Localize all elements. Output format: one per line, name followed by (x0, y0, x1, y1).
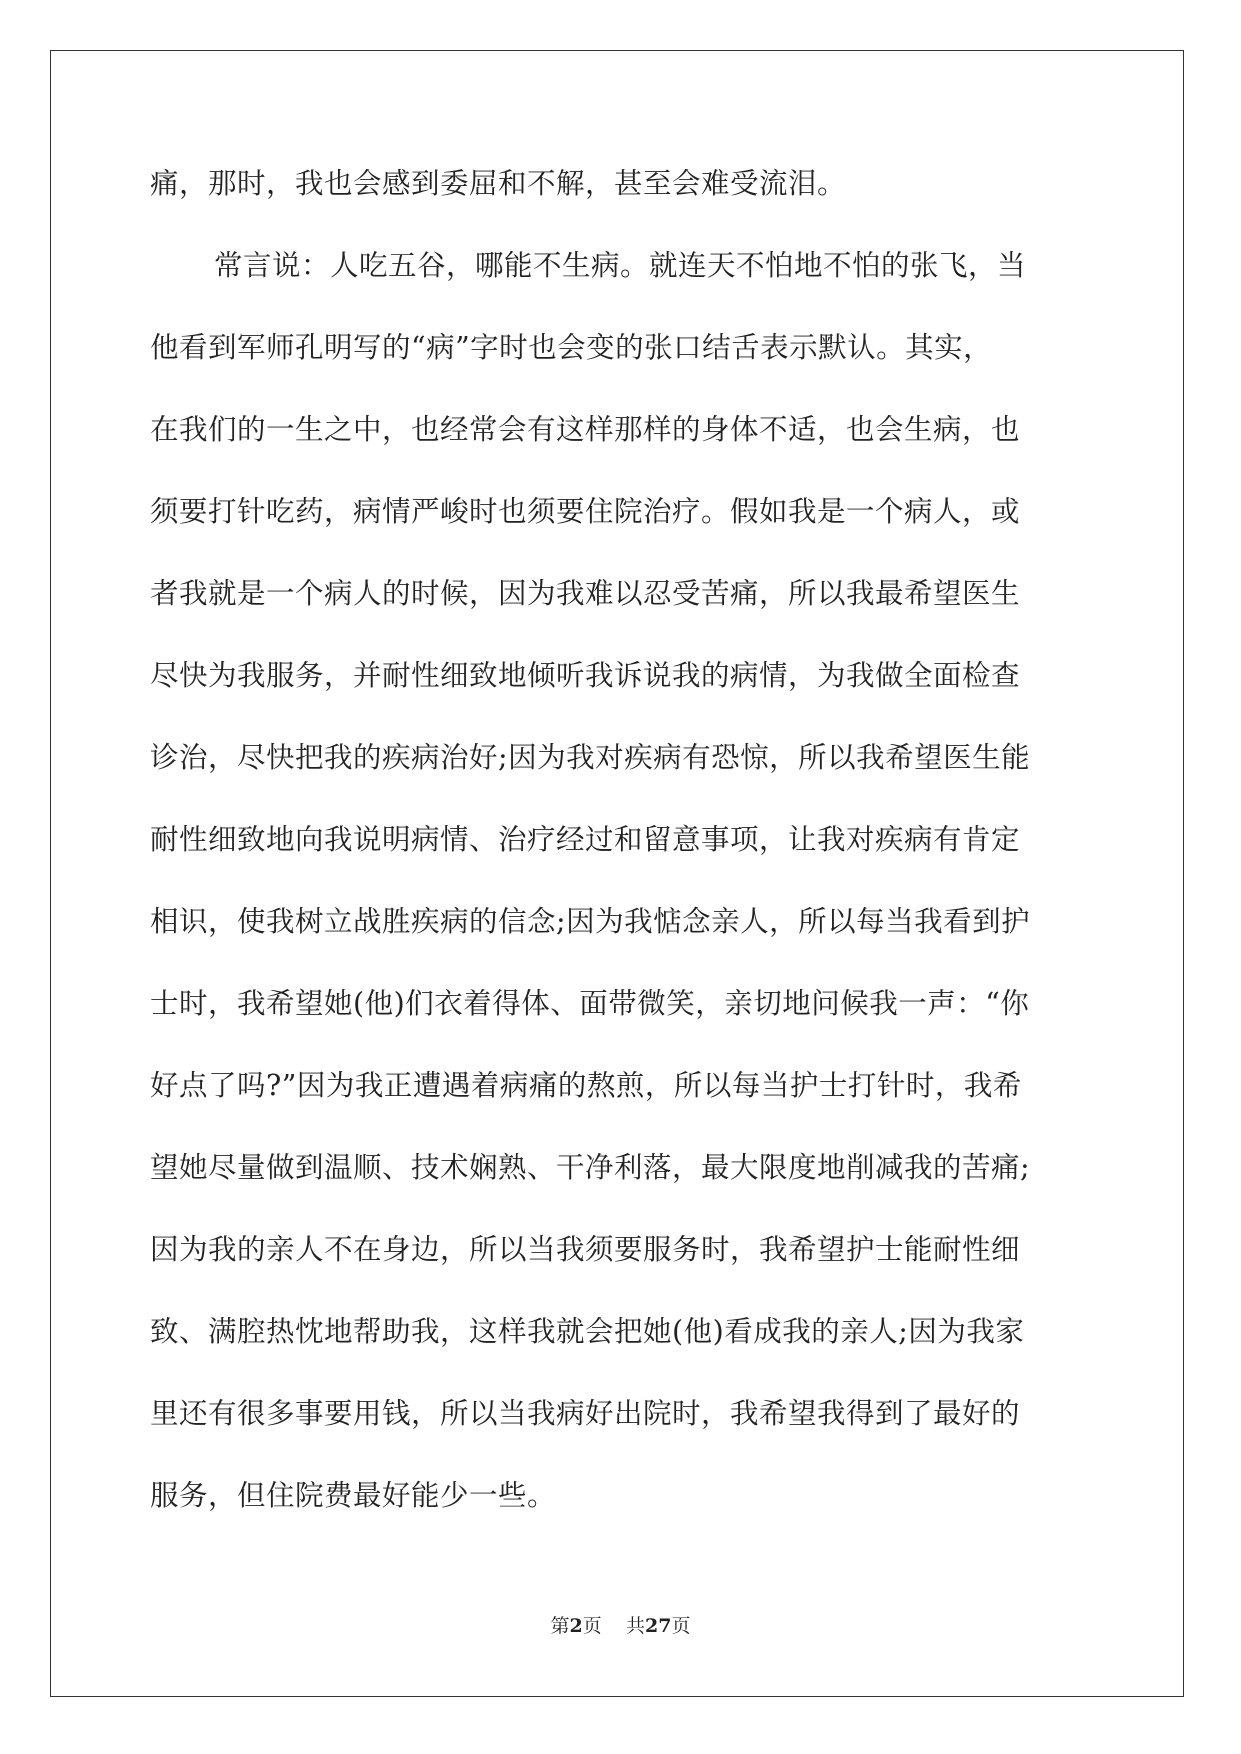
text-line: 服务，但住院费最好能少一些。 (150, 1479, 557, 1512)
text-line: 诊治，尽快把我的疾病治好;因为我对疾病有恐惊，所以我希望医生能 (150, 741, 1031, 774)
total-prefix: 共 (625, 1615, 645, 1637)
text-line: 耐性细致地向我说明病情、治疗经过和留意事项，让我对疾病有肯定 (150, 823, 1021, 856)
page-number: 2 (569, 1615, 583, 1637)
text-line: 他看到军师孔明写的“病”字时也会变的张口结舌表示默认。其实， (150, 331, 993, 364)
text-line: 士时，我希望她(他)们衣着得体、面带微笑，亲切地问候我一声：“你 (150, 987, 1030, 1020)
text-line: 须要打针吃药，病情严峻时也须要住院治疗。假如我是一个病人，或 (150, 495, 1021, 528)
text-line: 常言说：人吃五谷，哪能不生病。就连天不怕地不怕的张飞，当 (214, 249, 1027, 282)
text-line: 好点了吗?”因为我正遭遇着病痛的熬煎，所以每当护士打针时，我希 (150, 1069, 1022, 1102)
body-text (150, 158, 1110, 1552)
text-line: 在我们的一生之中，也经常会有这样那样的身体不适，也会生病，也 (150, 413, 1021, 446)
text-line: 尽快为我服务，并耐性细致地倾听我诉说我的病情，为我做全面检查 (150, 659, 1021, 692)
text-line: 望她尽量做到温顺、技术娴熟、干净利落，最大限度地削减我的苦痛; (150, 1151, 1031, 1184)
text-line: 者我就是一个病人的时候，因为我难以忍受苦痛，所以我最希望医生 (150, 577, 1021, 610)
text-line: 因为我的亲人不在身边，所以当我须要服务时，我希望护士能耐性细 (150, 1233, 1021, 1266)
page-footer (0, 1614, 1241, 1638)
total-pages: 27 (644, 1615, 672, 1637)
text-line: 相识，使我树立战胜疾病的信念;因为我惦念亲人，所以每当我看到护 (150, 905, 1031, 938)
text-line: 痛，那时，我也会感到委屈和不解，甚至会难受流泪。 (150, 167, 847, 200)
page-suffix: 页 (582, 1615, 602, 1637)
text-line: 致、满腔热忱地帮助我，这样我就会把她(他)看成我的亲人;因为我家 (150, 1315, 1025, 1348)
total-suffix: 页 (671, 1615, 691, 1637)
page-prefix: 第 (550, 1615, 570, 1637)
text-line: 里还有很多事要用钱，所以当我病好出院时，我希望我得到了最好的 (150, 1397, 1021, 1430)
